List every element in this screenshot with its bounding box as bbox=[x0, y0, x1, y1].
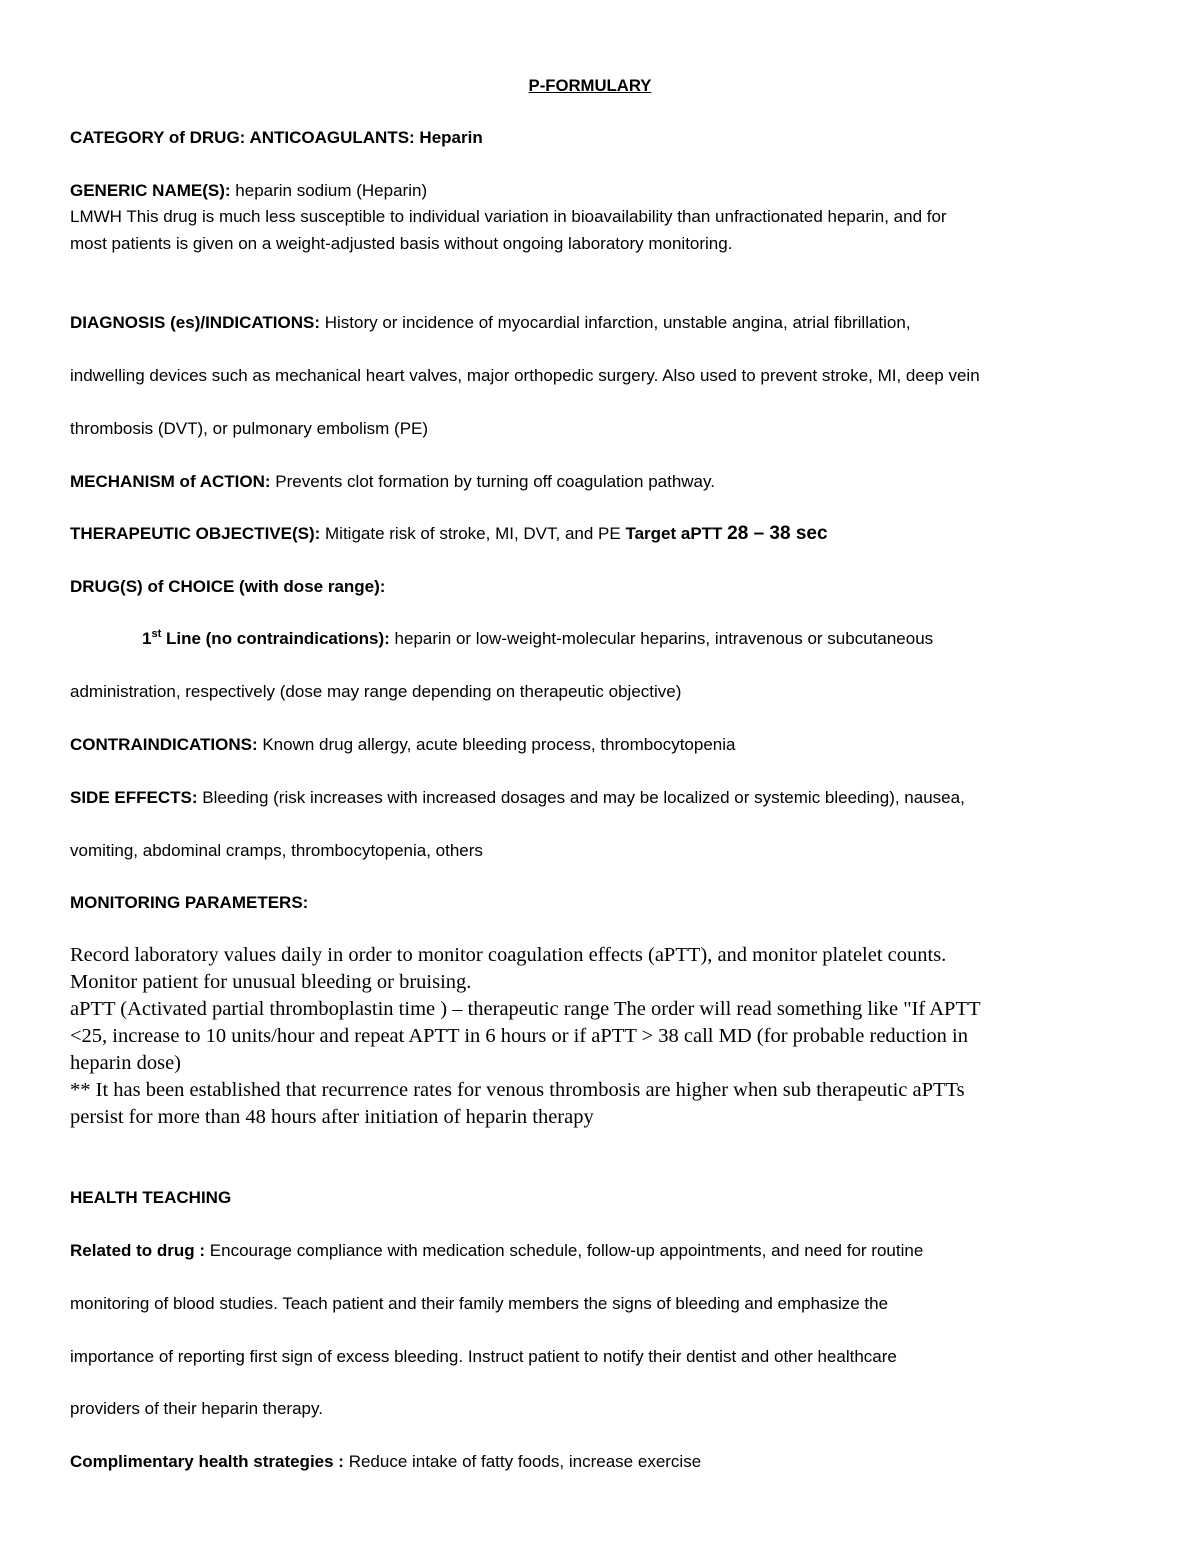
drug-choice-heading: DRUG(S) of CHOICE (with dose range): bbox=[70, 577, 386, 596]
mechanism-line bbox=[70, 472, 715, 492]
monitoring-line: aPTT (Activated partial thromboplastin time ) – therapeutic range The order will read something like "If APTT bbox=[70, 998, 981, 1020]
side-effects-line-2: vomiting, abdominal cramps, thrombocytopenia, others bbox=[70, 841, 483, 860]
monitoring-line: ** It has been established that recurrence rates for venous thrombosis are higher when sub therapeutic aPTTs bbox=[70, 1079, 965, 1101]
contraindications-value: Known drug allergy, acute bleeding process, thrombocytopenia bbox=[257, 735, 736, 754]
first-line-line bbox=[142, 629, 933, 649]
related-line-1 bbox=[70, 1241, 923, 1261]
diagnosis-text-1: History or incidence of myocardial infarction, unstable angina, atrial fibrillation, bbox=[319, 313, 911, 332]
complimentary-line bbox=[70, 1452, 701, 1472]
related-line-3: importance of reporting first sign of excess bleeding. Instruct patient to notify their dentist and other healthcare bbox=[70, 1347, 897, 1366]
diagnosis-line-2: indwelling devices such as mechanical heart valves, major orthopedic surgery. Also used to prevent stroke, MI, deep vein bbox=[70, 366, 980, 385]
generic-name-line bbox=[70, 181, 427, 201]
category-heading: CATEGORY of DRUG: ANTICOAGULANTS: Heparin bbox=[70, 128, 483, 147]
objective-label: THERAPEUTIC OBJECTIVE(S): bbox=[70, 524, 321, 543]
monitoring-line: heparin dose) bbox=[70, 1052, 181, 1074]
diagnosis-label: DIAGNOSIS (es)/INDICATIONS: bbox=[70, 313, 320, 332]
objective-line bbox=[70, 524, 828, 544]
contraindications-label: CONTRAINDICATIONS: bbox=[70, 735, 258, 754]
generic-note-line-2: most patients is given on a weight-adjusted basis without ongoing laboratory monitoring. bbox=[70, 234, 733, 253]
contraindications-line bbox=[70, 735, 735, 755]
objective-value: Mitigate risk of stroke, MI, DVT, and PE bbox=[320, 524, 626, 543]
page-title: P-FORMULARY bbox=[528, 76, 652, 95]
side-effects-line-1 bbox=[70, 788, 965, 808]
generic-note-line-1: LMWH This drug is much less susceptible to individual variation in bioavailability than unfractionated heparin, and for bbox=[70, 207, 947, 226]
diagnosis-line-1 bbox=[70, 313, 911, 333]
first-line-text: heparin or low-weight-molecular heparins, intravenous or subcutaneous bbox=[389, 629, 934, 648]
related-label: Related to drug : bbox=[70, 1241, 206, 1260]
side-effects-label: SIDE EFFECTS: bbox=[70, 788, 198, 807]
mechanism-label: MECHANISM of ACTION: bbox=[70, 472, 271, 491]
first-line-sup: st bbox=[151, 628, 162, 640]
complimentary-label: Complimentary health strategies : bbox=[70, 1452, 344, 1471]
generic-name-value: heparin sodium (Heparin) bbox=[230, 181, 428, 200]
first-line-text-2: administration, respectively (dose may range depending on therapeutic objective) bbox=[70, 682, 682, 701]
monitoring-line: Record laboratory values daily in order to monitor coagulation effects (aPTT), and monitor platelet counts. bbox=[70, 944, 947, 966]
monitoring-line: <25, increase to 10 units/hour and repeat APTT in 6 hours or if aPTT > 38 call MD (for probable reduction in bbox=[70, 1025, 968, 1047]
related-line-2: monitoring of blood studies. Teach patient and their family members the signs of bleeding and emphasize the bbox=[70, 1294, 889, 1313]
target-aptt-value: 28 – 38 sec bbox=[727, 523, 828, 544]
diagnosis-line-3: thrombosis (DVT), or pulmonary embolism (PE) bbox=[70, 419, 429, 438]
related-line-4: providers of their heparin therapy. bbox=[70, 1399, 323, 1418]
monitoring-line: Monitor patient for unusual bleeding or bruising. bbox=[70, 971, 472, 993]
mechanism-value: Prevents clot formation by turning off coagulation pathway. bbox=[270, 472, 715, 491]
related-text-1: Encourage compliance with medication schedule, follow-up appointments, and need for routine bbox=[205, 1241, 924, 1260]
monitoring-block bbox=[70, 942, 1140, 1131]
health-teaching-heading: HEALTH TEACHING bbox=[70, 1188, 232, 1207]
first-line-number: 1 bbox=[142, 629, 152, 648]
complimentary-value: Reduce intake of fatty foods, increase exercise bbox=[343, 1452, 702, 1471]
generic-name-label: GENERIC NAME(S): bbox=[70, 181, 231, 200]
first-line-label: Line (no contraindications): bbox=[161, 629, 390, 648]
target-aptt-label: Target aPTT bbox=[625, 524, 728, 543]
side-effects-text-1: Bleeding (risk increases with increased dosages and may be localized or systemic bleeding), nausea, bbox=[197, 788, 965, 807]
monitoring-heading: MONITORING PARAMETERS: bbox=[70, 893, 309, 912]
monitoring-line: persist for more than 48 hours after initiation of heparin therapy bbox=[70, 1106, 594, 1128]
